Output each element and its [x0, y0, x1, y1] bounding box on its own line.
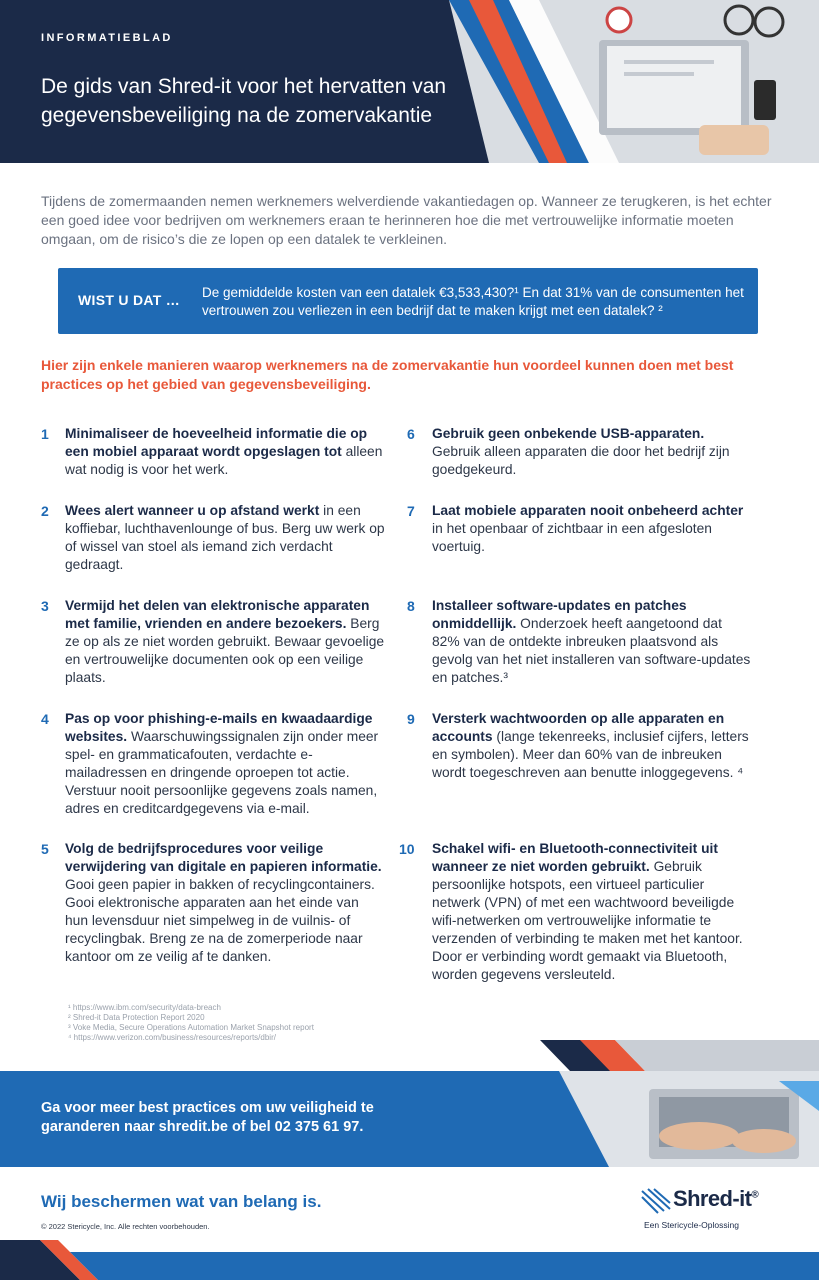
tip-number: 1 — [41, 426, 49, 442]
intro-paragraph: Tijdens de zomermaanden nemen werknemers welverdiende vakantiedagen op. Wanneer ze terugkeren, is het echter een goed idee voor bedrijven om werknemers eraan te herinneren hoe die met vertrouwelijke informatie moeten omgaan, om de risico’s die ze lopen op een datalek te verkleinen. — [41, 193, 772, 247]
laptop-typing-photo — [519, 1071, 819, 1167]
footnote-3: ³ Voke Media, Secure Operations Automation Market Snapshot report — [68, 1023, 314, 1032]
tip-number: 6 — [407, 426, 415, 442]
tip-number: 3 — [41, 598, 49, 614]
tip-heading: Installeer software-updates en patches onmiddellijk. — [432, 598, 687, 631]
shredit-logo — [640, 1187, 790, 1233]
tip-number: 8 — [407, 598, 415, 614]
tip-number: 10 — [399, 841, 415, 857]
logo-registered-mark: ® — [751, 1189, 759, 1201]
tip-body: alleen wat nodig is voor het werk. — [65, 444, 383, 477]
logo-wordmark — [673, 1186, 758, 1212]
footnote-4: ⁴ https://www.verizon.com/business/resources/reports/dbir/ — [68, 1033, 276, 1042]
shredit-logo-icon — [640, 1187, 672, 1215]
tip-number: 2 — [41, 503, 49, 519]
callout-label: WIST U DAT … — [78, 292, 181, 308]
copyright-notice: © 2022 Stericycle, Inc. Alle rechten voorbehouden. — [41, 1222, 210, 1231]
tip-number: 7 — [407, 503, 415, 519]
tip-heading: Pas op voor phishing-e-mails en kwaadaardige websites. — [65, 711, 373, 744]
tip-text — [65, 840, 385, 966]
tip-text — [432, 597, 752, 687]
lead-statement: Hier zijn enkele manieren waarop werknemers na de zomervakantie hun voordeel kunnen doen met best practices op het gebied van gegevensbeveiliging. — [41, 357, 734, 392]
footnote-1: ¹ https://www.ibm.com/security/data-breach — [68, 1003, 221, 1012]
tip-heading: Wees alert wanneer u op afstand werkt — [65, 503, 320, 518]
tip-heading: Volg de bedrijfsprocedures voor veilige verwijdering van digitale en papieren informatie. — [65, 841, 382, 874]
tip-heading: Versterk wachtwoorden op alle apparaten en accounts — [432, 711, 725, 744]
tip-body: Gebruik persoonlijke hotspots, een virtueel particulier netwerk (VPN) of met een wachtwoord beveiligde wifi-netwerken om vertrouwelijke informatie te verzenden of verbinding te maken met het kantoor. Door er verbinding wordt gemaakt via Bluetooth, worden gegevens versleuteld. — [432, 859, 743, 982]
contact-band — [0, 1071, 819, 1167]
eyebrow-label: INFORMATIEBLAD — [41, 32, 173, 44]
logo-word: Shred-it — [673, 1186, 752, 1211]
tagline: Wij beschermen wat van belang is. — [41, 1192, 322, 1211]
footnotes — [68, 1003, 468, 1043]
tip-heading: Schakel wifi- en Bluetooth-connectiviteit uit wanneer ze niet worden gebruikt. — [432, 841, 718, 874]
contact-cta: Ga voor meer best practices om uw veiligheid te garanderen naar shredit.be of bel 02 375 61 97. — [41, 1100, 374, 1135]
bottom-stripe-decoration — [0, 1240, 819, 1280]
tip-text — [65, 597, 385, 687]
tip-number: 5 — [41, 841, 49, 857]
callout-text: De gemiddelde kosten van een datalek €3,533,430?¹ En dat 31% van de consumenten het vertrouwen zou verliezen in een bedrijf dat te maken krijgt met een datalek? ² — [202, 285, 744, 318]
tip-text — [65, 425, 385, 479]
tip-body: in het openbaar of zichtbaar in een afgesloten voertuig. — [432, 521, 712, 554]
tip-number: 4 — [41, 711, 49, 727]
logo-subtitle: Een Stericycle-Oplossing — [644, 1220, 739, 1230]
tip-body: Waarschuwingssignalen zijn onder meer spel- en grammaticafouten, verdachte e-mailadressen en dringende oproepen tot actie. Verstuur nooit persoonlijke gegevens zoals namen, adres en creditcardgegevens via e-mail. — [65, 729, 379, 816]
tip-text — [65, 710, 385, 818]
tip-body: in een koffiebar, luchthavenlounge of bus. Berg uw werk op of wissel van stoel als iemand zich verdacht gedraagt. — [65, 503, 385, 572]
tip-body: Gooi geen papier in bakken of recyclingcontainers. Gooi elektronische apparaten aan het einde van hun levensduur niet simpelweg in de vuilnis- of recyclingbak. Breng ze na de zomerperiode naar kantoor om ze veilig af te danken. — [65, 877, 375, 964]
tip-body: Onderzoek heeft aangetoond dat 82% van de ontdekte inbreuken plaatsvond als gevolg van het niet installeren van software-updates en patches.³ — [432, 616, 751, 685]
footnote-2: ² Shred-it Data Protection Report 2020 — [68, 1013, 205, 1022]
did-you-know-callout — [58, 268, 758, 334]
tip-text — [432, 840, 752, 984]
tip-heading: Minimaliseer de hoeveelheid informatie die op een mobiel apparaat wordt opgeslagen tot — [65, 426, 368, 459]
tip-heading: Gebruik geen onbekende USB-apparaten. — [432, 426, 705, 441]
tip-text — [65, 502, 385, 574]
tip-body: (lange tekenreeks, inclusief cijfers, letters en symbolen). Meer dan 60% van de inbreuken wordt toegeschreven aan benutte inloggegevens. ⁴ — [432, 729, 749, 780]
tips-list — [41, 425, 801, 1000]
tip-heading: Vermijd het delen van elektronische apparaten met familie, vrienden en andere bezoekers. — [65, 598, 370, 631]
tip-text — [432, 425, 752, 479]
tip-text — [432, 710, 752, 782]
tip-body: Berg ze op als ze niet worden gebruikt. Bewaar gevoelige en vertrouwelijke documenten ook op een veilige plaats. — [65, 616, 385, 685]
page-title: De gids van Shred-it voor het hervatten van gegevensbeveiliging na de zomervakantie — [41, 75, 447, 127]
tip-number: 9 — [407, 711, 415, 727]
tip-body: Gebruik alleen apparaten die door het bedrijf zijn goedgekeurd. — [432, 444, 730, 477]
tip-heading: Laat mobiele apparaten nooit onbeheerd achter — [432, 503, 744, 518]
header-banner — [0, 0, 819, 163]
tip-text — [432, 502, 752, 556]
